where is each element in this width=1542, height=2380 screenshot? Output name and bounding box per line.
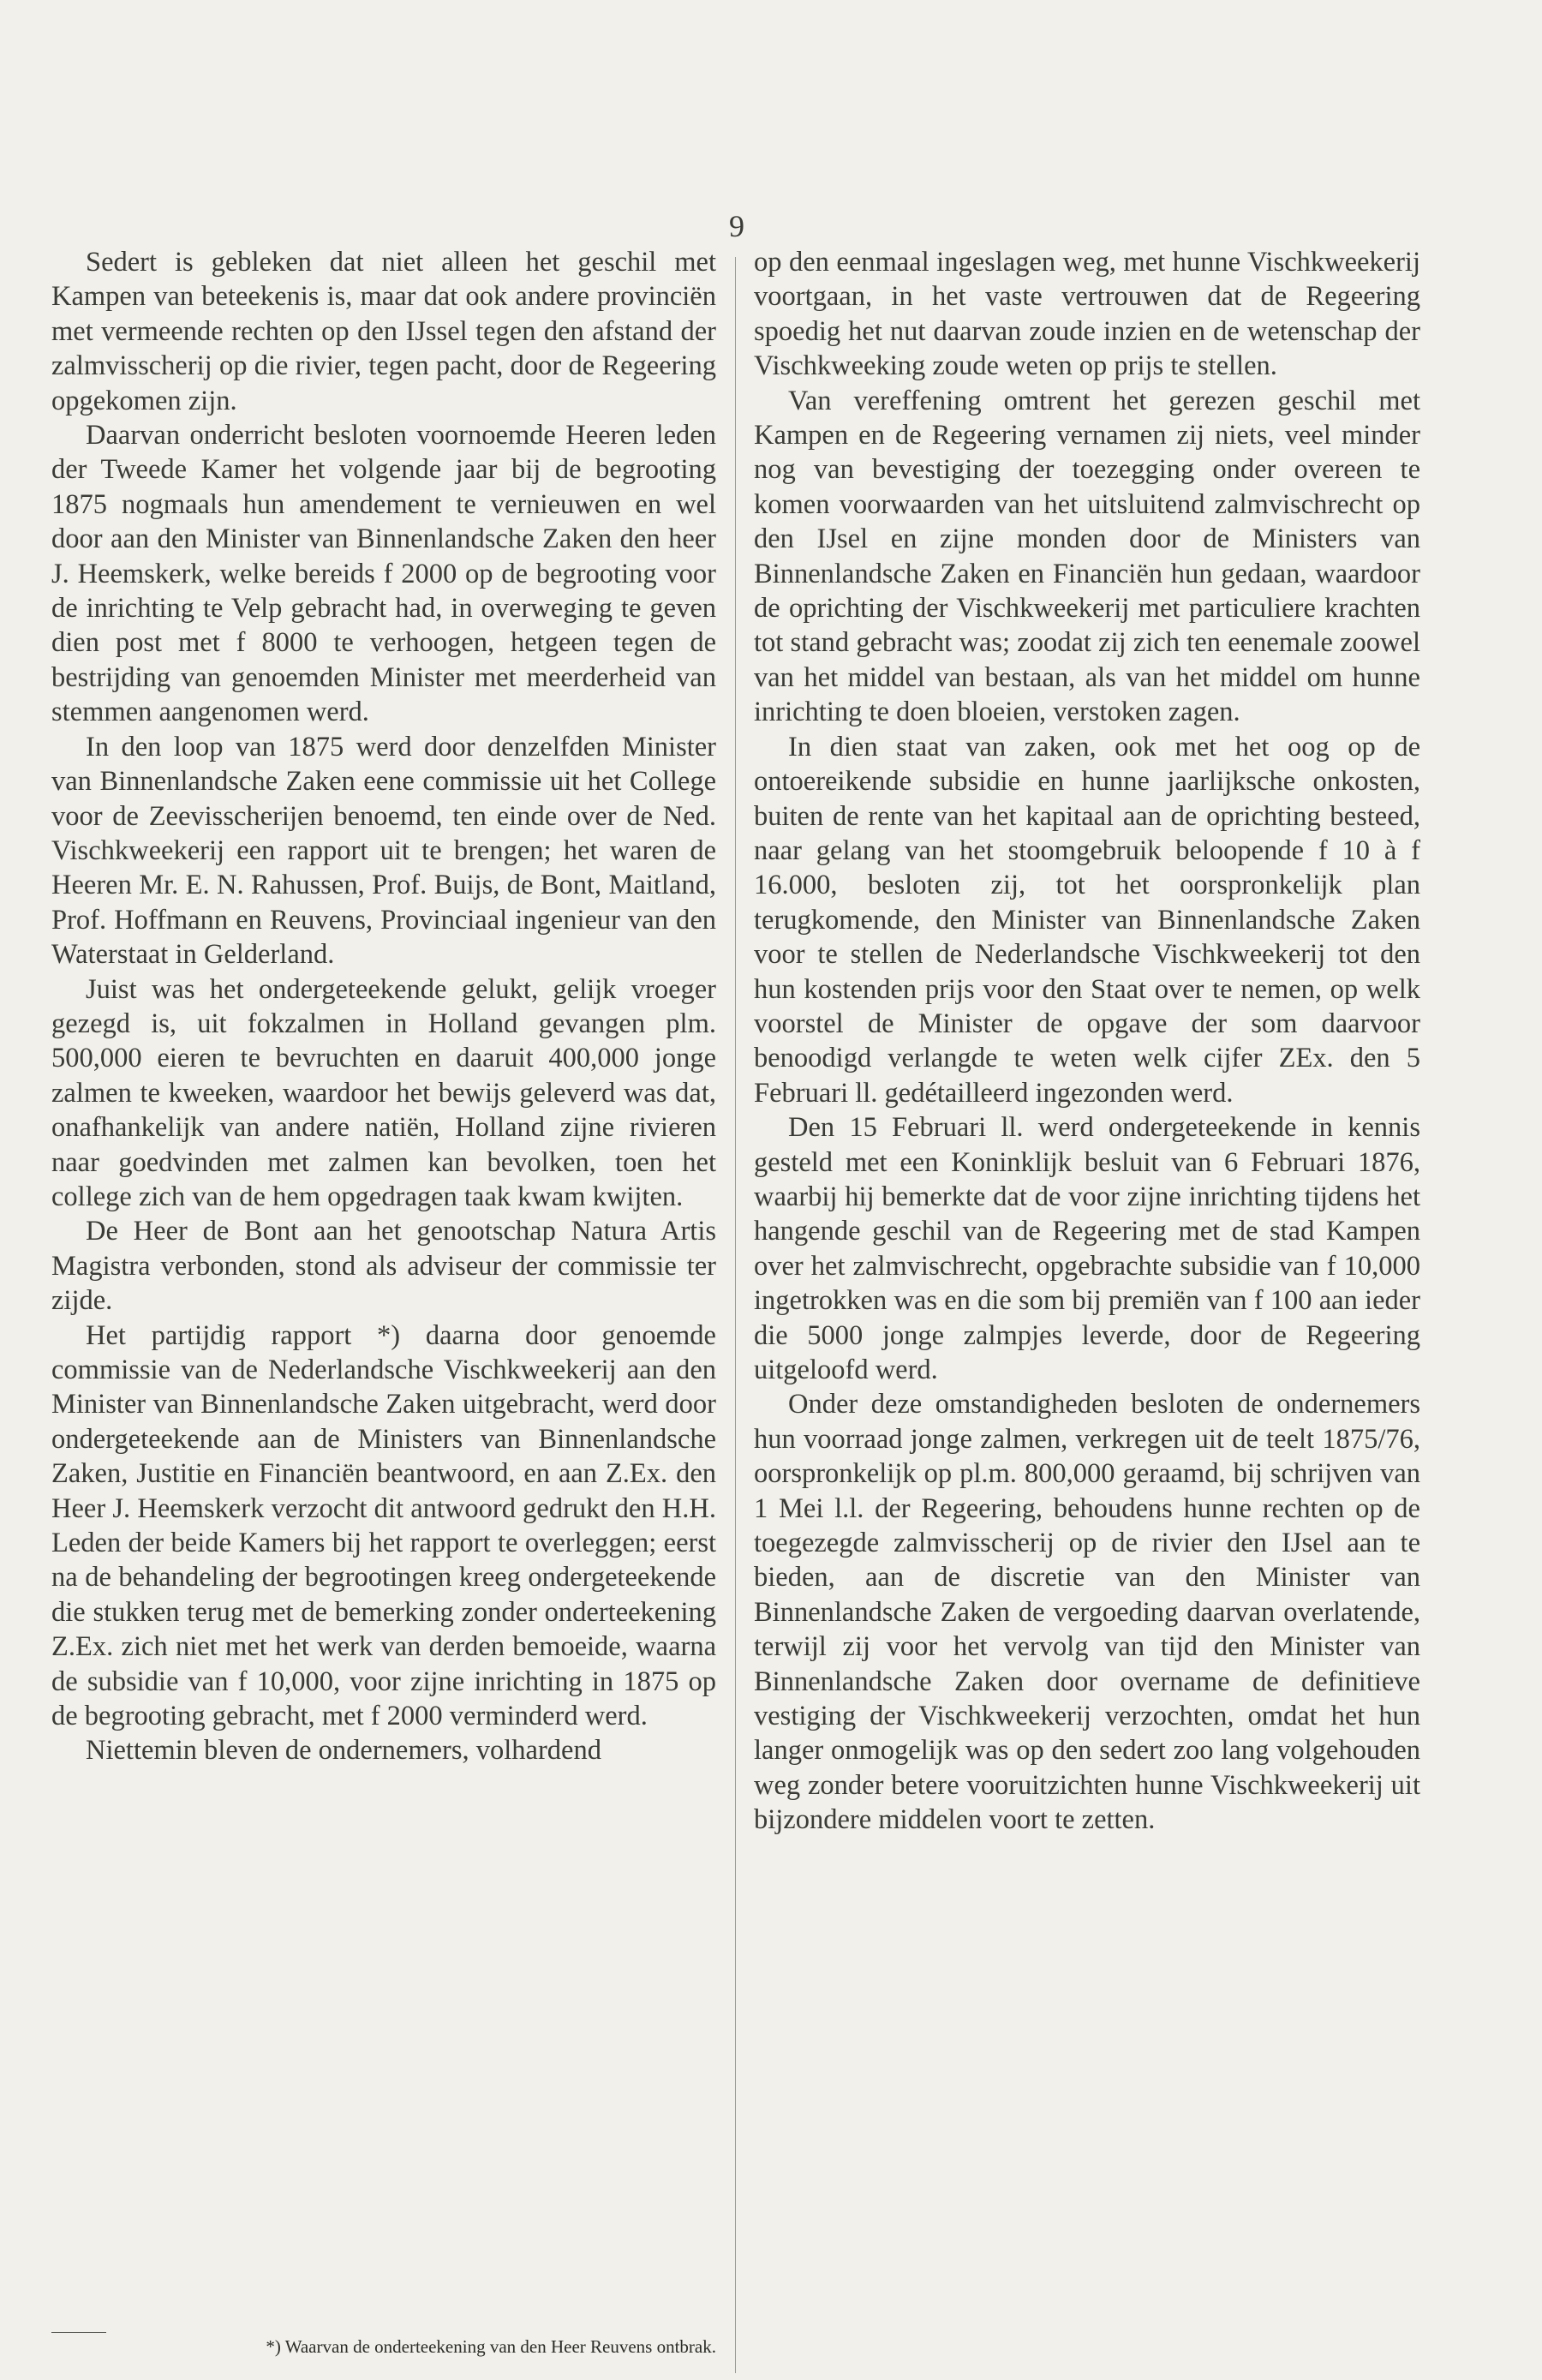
column-divider <box>735 257 736 2373</box>
paragraph: Niettemin bleven de ondernemers, volhardend <box>86 1735 601 1767</box>
paragraph: Onder deze omstandigheden besloten de ondernemers hun voorraad jonge zalmen, verkregen uit de teelt 1875/76, oorspronkelijk op pl.m. 800,000 geraamd, bij schrijven van 1 Mei l.l. der Regeering, behoudens hunne rechten op de toegezegde zalmvisscherij op de rivier den IJsel aan te bieden, aan de discretie van den Minister van Binnenlandsche Zaken de vergoeding daarvan overlatende, terwijl zij voor het vervolg van tijd den Minister van Binnenlandsche Zaken door overname de definitieve vestiging der Vischkweekerij verzochten, omdat het hun langer onmogelijk was op den sedert zoo lang volgehouden weg zonder betere vooruitzichten hunne Vischkweekerij uit bijzondere middelen voort te zetten. <box>754 1389 1420 1836</box>
paragraph: Juist was het ondergeteekende gelukt, gelijk vroeger gezegd is, uit fokzalmen in Holland gevangen plm. 500,000 eieren te bevruchten en daaruit 400,000 jonge zalmen te kweeken, waardoor het bewijs geleverd was dat, onafhankelijk van andere natiën, Holland zijne rivieren naar goedvinden met zalmen kan bevolken, toen het college zich van de hem opgedragen taak kwam kwijten. <box>51 973 716 1212</box>
paragraph: op den eenmaal ingeslagen weg, met hunne Vischkweekerij voortgaan, in het vaste vertrouwen dat de Regeering spoedig het nut daarvan zoude inzien en de wetenschap der Vischkweeking zoude weten op prijs te stellen. <box>754 247 1420 382</box>
paragraph: Van vereffening omtrent het gerezen geschil met Kampen en de Regeering vernamen zij niets, veel minder nog van bevestiging der toezegging onder overeen te komen voorwaarden van het uitsluitend zalmvischrecht op den IJsel en zijne monden door de Ministers van Binnenlandsche Zaken en Financiën hun gedaan, waardoor de oprichting der Vischkweekerij met particuliere krachten tot stand gebracht was; zoodat zij zich ten eenemale zoowel van het middel van bestaan, als van het middel om hunne inrichting te doen bloeien, verstoken zagen. <box>754 385 1420 728</box>
paragraph: In den loop van 1875 werd door denzelfden Minister van Binnenlandsche Zaken eene commissie uit het College voor de Zeevisscherijen benoemd, ten einde over de Ned. Vischkweekerij een rapport uit te brengen; het waren de Heeren Mr. E. N. Rahussen, Prof. Buijs, de Bont, Maitland, Prof. Hoffmann en Reuvens, Provinciaal ingenieur van den Waterstaat in Gelderland. <box>51 731 716 971</box>
paragraph: De Heer de Bont aan het genootschap Natura Artis Magistra verbonden, stond als adviseur der commissie ter zijde. <box>51 1216 716 1317</box>
paragraph: Het partijdig rapport *) daarna door genoemde commissie van de Nederlandsche Vischkweekerij aan den Minister van Binnenlandsche Zaken uitgebracht, werd door ondergeteekende aan de Ministers van Binnenlandsche Zaken, Justitie en Financiën beantwoord, en aan Z.Ex. den Heer J. Heemskerk verzocht dit antwoord gedrukt den H.H. Leden der beide Kamers bij het rapport te overleggen; eerst na de behandeling der begrootingen kreeg ondergeteekende die stukken terug met de bemerking zonder onderteekening Z.Ex. zich niet met het werk van derden bemoeide, waarna de subsidie van f 10,000, voor zijne inrichting in 1875 op de begrooting gebracht, met f 2000 verminderd werd. <box>51 1319 716 1732</box>
paragraph: Daarvan onderricht besloten voornoemde Heeren leden der Tweede Kamer het volgende jaar bij de begrooting 1875 nogmaals hun amendement te vernieuwen en wel door aan den Minister van Binnenlandsche Zaken den heer J. Heemskerk, welke bereids f 2000 op de begrooting voor de inrichting te Velp gebracht had, in overweging te geven dien post met f 8000 te verhoogen, hetgeen tegen de bestrijding van genoemden Minister met meerderheid van stemmen aangenomen werd. <box>51 420 716 728</box>
right-column <box>754 245 1420 1838</box>
left-column <box>51 245 716 1768</box>
page-number: 9 <box>729 209 744 243</box>
paragraph: Den 15 Februari ll. werd ondergeteekende in kennis gesteld met een Koninklijk besluit van 6 Februari 1876, waarbij hij bemerkte dat de voor zijne inrichting tijdens het hangende geschil van de Regeering met de stad Kampen over het zalmvischrecht, opgebrachte subsidie van f 10,000 ingetrokken was en die som bij premiën van f 100 aan ieder die 5000 jonge zalmpjes leverde, door de Regeering uitgeloofd werd. <box>754 1112 1420 1385</box>
paragraph: Sedert is gebleken dat niet alleen het geschil met Kampen van beteekenis is, maar dat ook andere provinciën met vermeende rechten op den IJssel tegen den afstand der zalmvisscherij op die rivier, tegen pacht, door de Regeering opgekomen zijn. <box>51 247 716 416</box>
paragraph: In dien staat van zaken, ook met het oog op de ontoereikende subsidie en hunne jaarlijksche onkosten, buiten de rente van het kapitaal aan de oprichting besteed, naar gelang van het stoomgebruik beloopende f 10 à f 16.000, besloten zij, tot het oorspronkelijk plan terugkomende, den Minister van Binnenlandsche Zaken voor te stellen de Nederlandsche Vischkweekerij tot den hun kostenden prijs voor den Staat over te nemen, op welk voorstel de Minister de opgave der som daarvoor benoodigd verlangde te weten welk cijfer ZEx. den 5 Februari ll. gedétailleerd ingezonden werd. <box>754 731 1420 1109</box>
footnote-rule <box>51 2332 106 2333</box>
footnote: *) Waarvan de onderteekening van den Heer Reuvens ontbrak. <box>266 2336 716 2357</box>
